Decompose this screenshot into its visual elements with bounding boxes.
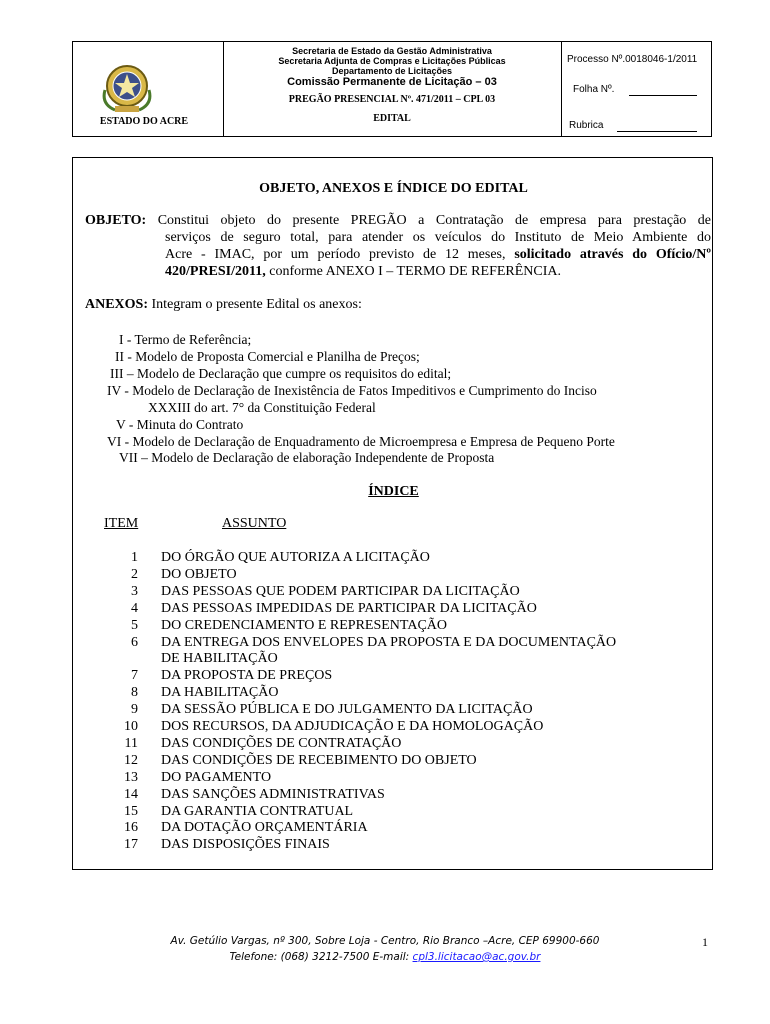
indice-item-label: DA SESSÃO PÚBLICA E DO JULGAMENTO DA LICITAÇÃO	[161, 702, 533, 718]
indice-item-label: DO PAGAMENTO	[161, 769, 272, 785]
anexo-item: VI - Modelo de Declaração de Enquadramento de Microempresa e Empresa de Pequeno Porte	[107, 434, 615, 449]
indice-item-number: 16	[124, 820, 138, 836]
document-header	[72, 41, 712, 137]
indice-item-label: DE HABILITAÇÃO	[161, 651, 278, 667]
agency-line-3: Departamento de Licitações	[331, 66, 453, 76]
indice-item-label: DA HABILITAÇÃO	[161, 685, 279, 701]
header-agency-cell	[223, 42, 562, 136]
folha-blank-line	[629, 95, 697, 96]
objeto-label: OBJETO:	[85, 213, 147, 228]
indice-item-label: DO ÓRGÃO QUE AUTORIZA A LICITAÇÃO	[161, 550, 430, 565]
objeto-line-3a: Acre - IMAC, por um período previsto de 12 meses,	[165, 247, 506, 262]
anexo-item: I - Termo de Referência;	[119, 332, 252, 347]
pregao-line: PREGÃO PRESENCIAL Nº. 471/2011 – CPL 03	[288, 94, 496, 105]
folha-label: Folha Nº.	[573, 84, 615, 95]
objeto-line-1: Constitui objeto do presente PREGÃO a Contratação de empresa para prestação de	[157, 213, 711, 228]
indice-item-number: 10	[124, 719, 138, 734]
main-content-box	[72, 157, 713, 870]
indice-item-number: 6	[131, 634, 138, 650]
edital-line: EDITAL	[373, 113, 411, 124]
indice-item-number: 9	[131, 702, 138, 718]
anexo-item: V - Minuta do Contrato	[116, 417, 244, 432]
indice-item-label: DAS DISPOSIÇÕES FINAIS	[161, 837, 330, 853]
indice-item-label: DA PROPOSTA DE PREÇOS	[161, 668, 333, 684]
indice-item-label: DOS RECURSOS, DA ADJUDICAÇÃO E DA HOMOLOGAÇÃO	[161, 719, 544, 734]
anexo-item: VII – Modelo de Declaração de elaboração Independente de Proposta	[119, 450, 495, 465]
indice-item-number: 7	[131, 668, 138, 684]
rubrica-blank-line	[617, 131, 697, 132]
indice-item-label: DAS CONDIÇÕES DE RECEBIMENTO DO OBJETO	[161, 752, 477, 768]
page-title: OBJETO, ANEXOS E ÍNDICE DO EDITAL	[259, 181, 528, 196]
indice-item-label: DA DOTAÇÃO ORÇAMENTÁRIA	[161, 820, 368, 836]
indice-item-label: DAS SANÇÕES ADMINISTRATIVAS	[161, 786, 385, 802]
indice-item-number: 13	[124, 769, 138, 785]
page-number: 1	[702, 935, 708, 949]
indice-item-number: 12	[124, 752, 138, 768]
indice-item-label: DAS CONDIÇÕES DE CONTRATAÇÃO	[161, 735, 402, 751]
indice-item-number: 14	[124, 786, 138, 802]
anexos-intro-text: Integram o presente Edital os anexos:	[151, 297, 362, 312]
footer-contact	[0, 951, 770, 963]
processo-number: Processo Nº.0018046-1/2011	[567, 54, 698, 65]
objeto-line-4b: conforme ANEXO I – TERMO DE REFERÊNCIA.	[269, 264, 562, 279]
header-process-cell	[561, 42, 711, 136]
indice-item-label: DA ENTREGA DOS ENVELOPES DA PROPOSTA E DA DOCUMENTAÇÃO	[161, 634, 617, 650]
rubrica-label: Rubrica	[569, 120, 604, 131]
item-column-header: ITEM	[104, 516, 139, 531]
indice-item-label: DO OBJETO	[161, 566, 237, 582]
indice-item-number: 15	[124, 803, 138, 819]
anexos-label: ANEXOS:	[85, 297, 149, 312]
anexo-item: III – Modelo de Declaração que cumpre os requisitos do edital;	[110, 366, 452, 381]
indice-item-number: 5	[131, 617, 138, 633]
footer-address: Av. Getúlio Vargas, nº 300, Sobre Loja - Centro, Rio Branco –Acre, CEP 69900-660	[170, 935, 600, 947]
anexos-intro	[85, 296, 362, 313]
agency-line-1: Secretaria de Estado da Gestão Administrativa	[292, 46, 492, 56]
anexo-item: XXXIII do art. 7° da Constituição Federal	[148, 400, 376, 415]
indice-item-number: 4	[131, 600, 138, 616]
indice-item-number: 2	[131, 566, 138, 582]
footer-phone: Telefone: (068) 3212-7500 E-mail:	[229, 951, 410, 963]
state-seal-icon	[99, 60, 155, 116]
state-label: ESTADO DO ACRE	[99, 116, 189, 127]
indice-item-label: DAS PESSOAS IMPEDIDAS DE PARTICIPAR DA LICITAÇÃO	[161, 600, 537, 616]
commission-line: Comissão Permanente de Licitação – 03	[287, 76, 497, 88]
objeto-line-4a: 420/PRESI/2011,	[165, 264, 266, 279]
assunto-column-header: ASSUNTO	[222, 516, 287, 531]
indice-item-number: 8	[131, 685, 138, 701]
indice-title: ÍNDICE	[368, 484, 419, 499]
anexo-item: II - Modelo de Proposta Comercial e Planilha de Preços;	[115, 349, 420, 364]
objeto-line-3b: solicitado através do Ofício/Nº	[514, 247, 711, 262]
objeto-line-2: serviços de seguro total, para atender os veículos do Instituto de Meio Ambiente do	[165, 230, 711, 245]
indice-item-label: DO CREDENCIAMENTO E REPRESENTAÇÃO	[161, 617, 448, 633]
footer-email-link[interactable]: cpl3.licitacao@ac.gov.br	[412, 951, 541, 963]
indice-item-label: DAS PESSOAS QUE PODEM PARTICIPAR DA LICITAÇÃO	[161, 583, 520, 599]
agency-line-2: Secretaria Adjunta de Compras e Licitações Públicas	[278, 56, 506, 66]
objeto-paragraph	[85, 212, 711, 280]
indice-item-number: 1	[131, 550, 138, 565]
indice-item-label: DA GARANTIA CONTRATUAL	[161, 803, 354, 819]
anexo-item: IV - Modelo de Declaração de Inexistência de Fatos Impeditivos e Cumprimento do Inciso	[107, 383, 597, 398]
indice-item-number: 11	[124, 735, 138, 751]
header-logo-cell	[73, 42, 224, 136]
indice-item-number: 17	[124, 837, 138, 853]
indice-item-number: 3	[131, 583, 138, 599]
